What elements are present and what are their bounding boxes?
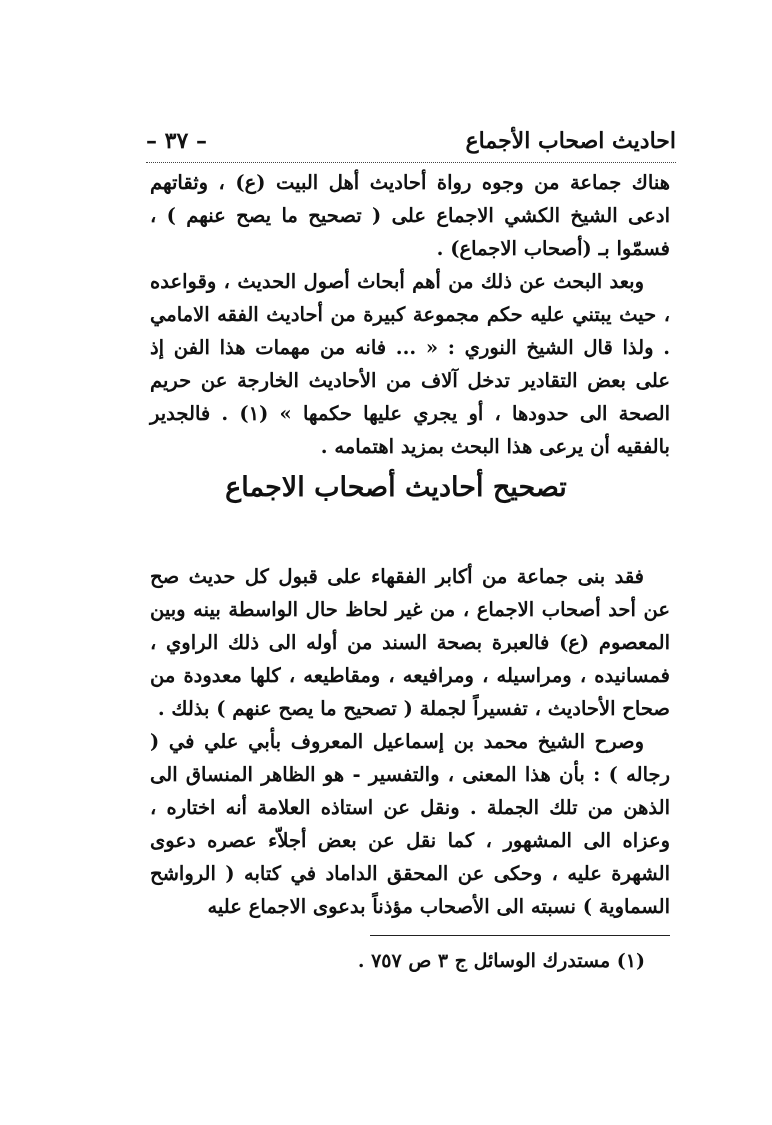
page-header [146, 122, 676, 160]
intro-paragraph [150, 166, 670, 265]
text-line: بـ (أصحاب الاجماع) . [436, 237, 610, 260]
text-line: وصرح الشيخ محمد بن إسماعيل المعروف بأبي علي في ( رجاله ) : [150, 730, 670, 786]
footnote: (١) مستدرك الوسائل ج ٣ ص ٧٥٧ . [357, 950, 645, 972]
text-line: وبعد البحث عن ذلك من أهم أبحاث أصول الحديث ، وقواعده ، [150, 270, 670, 326]
text-line: فقد بنى جماعة من أكابر الفقهاء على قبول كل حديث صح عن [150, 565, 671, 621]
text-line: ادعى الشيخ الكشي الاجماع على ( تصحيح ما يصح عنهم ) ، فسمّوا [150, 204, 670, 260]
text-line: ومرافيعه ، ومقاطيعه ، كلها معدودة من صحاح الأحاديث ، تفسيراً لجملة [150, 664, 670, 720]
opening-text [150, 166, 670, 463]
page-number: – ٣٧ – [146, 128, 207, 154]
text-line: حيث يبتني عليه حكم مجموعة كبيرة من أحاديث الفقه الامامي . ولذا قال [150, 303, 670, 359]
text-line: عليها حكمها » (١) . فالجدير بالفقيه أن يرعى هذا البحث بمزيد اهتمامه . [150, 402, 670, 458]
section-paragraph-1 [150, 560, 670, 725]
running-title: احاديث اصحاب الأجماع [465, 128, 676, 154]
text-line: ونقل عن استاذه العلامة أنه اختاره ، وعزاه الى المشهور ، كما نقل عن [150, 796, 670, 852]
text-line: بأن هذا المعنى ، والتفسير - هو الظاهر المنساق الى الذهن من تلك الجملة . [150, 763, 671, 819]
section-text [150, 560, 670, 923]
text-line: الشيخ النوري : « ... فانه من مهمات هذا الفن إذ على بعض التقادير تدخل [150, 336, 670, 392]
footnote-divider [370, 935, 670, 936]
text-line: بعض أجلاّء عصره دعوى الشهرة عليه ، وحكى عن المحقق الداماد في [150, 829, 670, 885]
header-divider [146, 162, 676, 163]
text-line: كتابه ( الرواشح السماوية ) نسبته الى الأصحاب مؤذناً بدعوى الاجماع عليه [150, 862, 670, 918]
text-line: هناك جماعة من وجوه رواة أحاديث أهل البيت (ع) ، وثقاتهم [150, 171, 670, 194]
section-heading: تصحيح أحاديث أصحاب الاجماع [225, 472, 567, 503]
text-line: ( تصحيح ما يصح عنهم ) بذلك . [157, 697, 413, 720]
section-paragraph-2 [150, 725, 670, 923]
text-line: آلاف من الأحاديث الخارجة عن حريم الصحة الى حدودها ، أو يجري [150, 369, 670, 425]
second-paragraph [150, 265, 670, 463]
text-line: فالعبرة بصحة السند من أوله الى ذلك الراوي ، فمسانيده ، ومراسيله ، [150, 631, 670, 687]
text-line: أحد أصحاب الاجماع ، من غير لحاظ حال الواسطة بينه وبين المعصوم (ع) [150, 598, 670, 654]
